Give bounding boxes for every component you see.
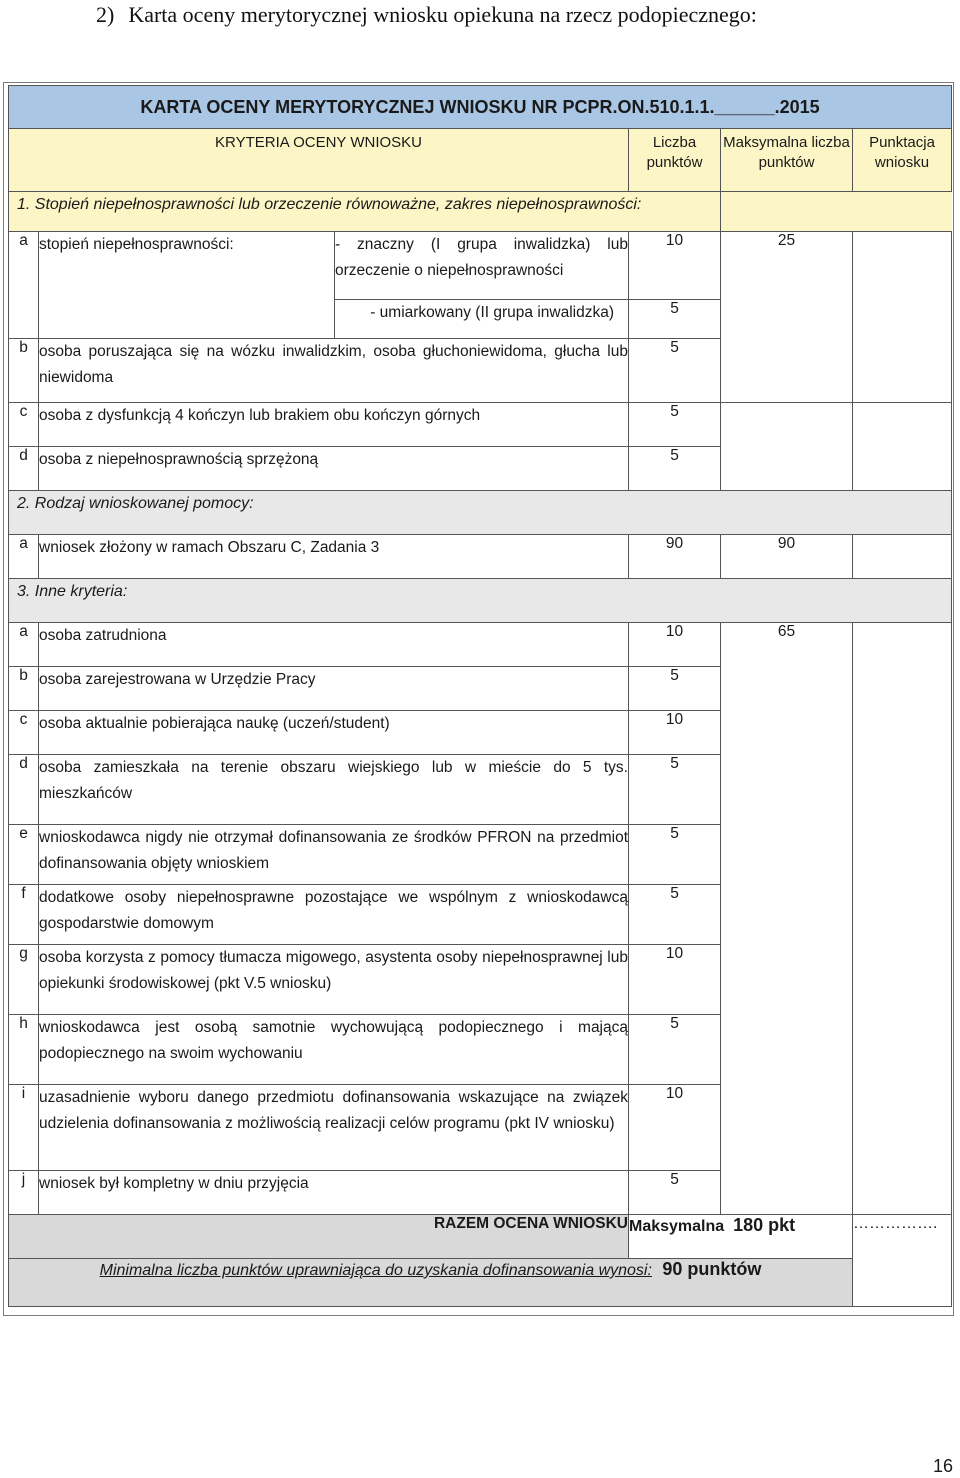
score-cell[interactable] xyxy=(853,535,952,579)
row-text: osoba z dysfunkcją 4 kończyn lub brakiem obu kończyn górnych xyxy=(39,403,629,447)
row-points: 5 xyxy=(629,885,721,945)
row-points: 10 xyxy=(629,945,721,1015)
section1-title: 1. Stopień niepełnosprawności lub orzeczenie równoważne, zakres niepełnosprawności: xyxy=(9,192,721,232)
row-points: 10 xyxy=(629,623,721,667)
row-text: wniosek był kompletny w dniu przyjęcia xyxy=(39,1171,629,1215)
row-option: - znaczny (I grupa inwalidzka) lub orzeczenie o niepełnosprawności xyxy=(335,232,629,300)
section1-header xyxy=(9,192,952,232)
row-points: 5 xyxy=(629,1171,721,1215)
evaluation-card-table xyxy=(8,85,952,1307)
row-text: uzasadnienie wyboru danego przedmiotu dofinansowania wskazujące na związek udzielenia dofinansowania z możliwością realizacji celów programu (pkt IV wniosku) xyxy=(39,1085,629,1171)
row-text: dodatkowe osoby niepełnosprawne pozostające we wspólnym z wnioskodawcą gospodarstwie domowym xyxy=(39,885,629,945)
header-max: Maksymalna liczba punktów xyxy=(721,129,853,192)
row-letter: f xyxy=(9,885,39,945)
total-row xyxy=(9,1215,952,1259)
minimum-label: Minimalna liczba punktów uprawniająca do uzyskania dofinansowania wynosi: xyxy=(99,1262,652,1279)
row-letter: b xyxy=(9,339,39,403)
row-letter: c xyxy=(9,403,39,447)
row-points: 10 xyxy=(629,1085,721,1171)
row-letter: a xyxy=(9,623,39,667)
section1-row-c xyxy=(9,403,952,447)
row-letter: h xyxy=(9,1015,39,1085)
row-text: osoba zarejestrowana w Urzędzie Pracy xyxy=(39,667,629,711)
total-label: RAZEM OCENA WNIOSKU xyxy=(9,1215,629,1259)
section3-max-points: 65 xyxy=(721,623,853,1215)
row-text: osoba zamieszkała na terenie obszaru wiejskiego lub w mieście do 5 tys. mieszkańców xyxy=(39,755,629,825)
row-text: wniosek złożony w ramach Obszaru C, Zadania 3 xyxy=(39,535,629,579)
minimum-value: 90 punktów xyxy=(662,1259,762,1279)
column-header-row xyxy=(9,129,952,192)
row-option: - umiarkowany (II grupa inwalidzka) xyxy=(335,300,629,339)
section3-title: 3. Inne kryteria: xyxy=(9,579,952,623)
row-text: wnioskodawca nigdy nie otrzymał dofinansowania ze środków PFRON na przedmiot dofinansowania objęty wnioskiem xyxy=(39,825,629,885)
header-score: Punktacja wniosku xyxy=(853,129,952,192)
row-points: 5 xyxy=(629,403,721,447)
heading-text: Karta oceny merytorycznej wniosku opiekuna na rzecz podopiecznego: xyxy=(128,2,757,27)
total-max-value: 180 pkt xyxy=(733,1215,796,1235)
card-title: KARTA OCENY MERYTORYCZNEJ WNIOSKU NR PCPR.ON.510.1.1.______.2015 xyxy=(9,86,952,129)
section1-max-points: 25 xyxy=(721,232,853,403)
row-text: osoba z niepełnosprawnością sprzężoną xyxy=(39,447,629,491)
row-label: stopień niepełnosprawności: xyxy=(39,232,335,339)
row-text: osoba korzysta z pomocy tłumacza migowego, asystenta osoby niepełnosprawnej lub opiekunki środowiskowej (pkt V.5 wniosku) xyxy=(39,945,629,1015)
row-text: osoba zatrudniona xyxy=(39,623,629,667)
row-points: 5 xyxy=(629,667,721,711)
row-points: 10 xyxy=(629,711,721,755)
row-text: wnioskodawca jest osobą samotnie wychowującą podopiecznego i mającą podopiecznego na swoim wychowaniu xyxy=(39,1015,629,1085)
section1-row-d xyxy=(9,447,952,491)
score-cell[interactable] xyxy=(853,623,952,1215)
row-text: osoba aktualnie pobierająca naukę (uczeń/student) xyxy=(39,711,629,755)
table-row xyxy=(9,623,952,667)
row-points: 5 xyxy=(629,339,721,403)
total-max xyxy=(629,1215,853,1259)
heading-number: 2) xyxy=(96,2,115,27)
row-letter: d xyxy=(9,755,39,825)
row-points: 5 xyxy=(629,825,721,885)
card-title-row xyxy=(9,86,952,129)
row-letter: g xyxy=(9,945,39,1015)
section1-row-a1 xyxy=(9,232,952,300)
row-letter: a xyxy=(9,232,39,339)
row-letter: a xyxy=(9,535,39,579)
row-text: osoba poruszająca się na wózku inwalidzkim, osoba głuchoniewidoma, głucha lub niewidoma xyxy=(39,339,629,403)
row-points: 5 xyxy=(629,447,721,491)
minimum-points xyxy=(9,1259,853,1307)
row-letter: i xyxy=(9,1085,39,1171)
section2-max-points: 90 xyxy=(721,535,853,579)
minimum-row xyxy=(9,1259,952,1307)
row-points: 5 xyxy=(629,755,721,825)
page-number: 16 xyxy=(933,1456,954,1476)
row-points: 10 xyxy=(629,232,721,300)
row-points: 5 xyxy=(629,300,721,339)
section2-title: 2. Rodzaj wnioskowanej pomocy: xyxy=(9,491,952,535)
row-letter: e xyxy=(9,825,39,885)
row-points: 90 xyxy=(629,535,721,579)
section3-header xyxy=(9,579,952,623)
header-criteria: KRYTERIA OCENY WNIOSKU xyxy=(9,129,629,192)
section2-header xyxy=(9,491,952,535)
row-letter: b xyxy=(9,667,39,711)
header-points: Liczba punktów xyxy=(629,129,721,192)
total-score-field[interactable]: ……………. xyxy=(853,1215,952,1307)
score-cell[interactable] xyxy=(853,232,952,403)
row-letter: c xyxy=(9,711,39,755)
row-letter: d xyxy=(9,447,39,491)
document-heading xyxy=(96,2,757,28)
row-points: 5 xyxy=(629,1015,721,1085)
total-max-label: Maksymalna xyxy=(629,1218,725,1235)
row-letter: j xyxy=(9,1171,39,1215)
section2-row-a xyxy=(9,535,952,579)
